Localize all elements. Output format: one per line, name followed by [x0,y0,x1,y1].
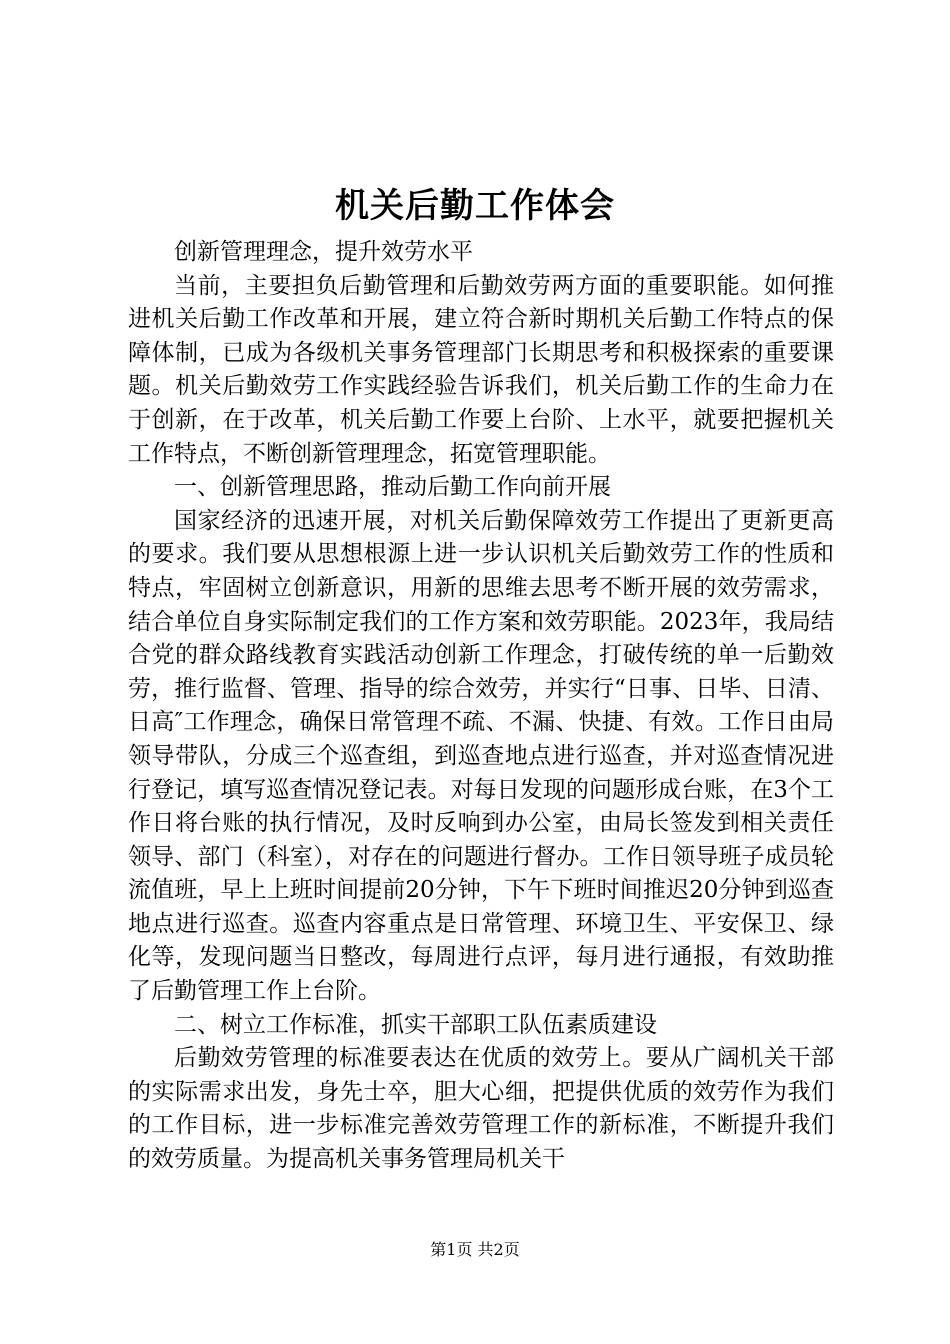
paragraph-intro: 当前，主要担负后勤管理和后勤效劳两方面的重要职能。如何推进机关后勤工作改革和开展，建立符合新时期机关后勤工作特点的保障体制，已成为各级机关事务管理部门长期思考和积极探索的重要课题。机关后勤效劳工作实践经验告诉我们，机关后勤工作的生命力在于创新，在于改革，机关后勤工作要上台阶、上水平，就要把握机关工作特点，不断创新管理理念，拓宽管理职能。 [128,272,834,467]
paragraph-subtitle: 创新管理理念，提升效劳水平 [174,239,473,265]
section-heading-2: 二、树立工作标准，抓实干部职工队伍素质建设 [174,1011,657,1038]
section-heading-1: 一、创新管理思路，推动后勤工作向前开展 [174,474,611,501]
document-body [128,236,834,1177]
page-footer: 第1页 共2页 [430,1240,520,1259]
document-title: 机关后勤工作体会 [335,186,615,226]
paragraph-section-2: 后勤效劳管理的标准要表达在优质的效劳上。要从广阔机关干部的实际需求出发，身先士卒，胆大心细，把提供优质的效劳作为我们的工作目标，进一步标准完善效劳管理工作的新标准，不断提升我们的效劳质量。为提高机关事务管理局机关干 [128,1045,834,1173]
paragraph-section-1: 国家经济的迅速开展，对机关后勤保障效劳工作提出了更新更高的要求。我们要从思想根源上进一步认识机关后勤效劳工作的性质和特点，牢固树立创新意识，用新的思维去思考不断开展的效劳需求，结合单位自身实际制定我们的工作方案和效劳职能。2023年，我局结合党的群众路线教育实践活动创新工作理念，打破传统的单一后勤效劳，推行监督、管理、指导的综合效劳，并实行“日事、日毕、日清、日高″工作理念，确保日常管理不疏、不漏、快捷、有效。工作日由局领导带队，分成三个巡查组，到巡查地点进行巡查，并对巡查情况进行登记，填写巡查情况登记表。对每日发现的问题形成台账，在3个工作日将台账的执行情况，及时反响到办公室，由局长签发到相关责任领导、部门（科室），对存在的问题进行督办。工作日领导班子成员轮流值班，早上上班时间提前20分钟，下午下班时间推迟20分钟到巡查地点进行巡查。巡查内容重点是日常管理、环境卫生、平安保卫、绿化等，发现问题当日整改，每周进行点评，每月进行通报，有效助推了后勤管理工作上台阶。 [128,507,834,1005]
